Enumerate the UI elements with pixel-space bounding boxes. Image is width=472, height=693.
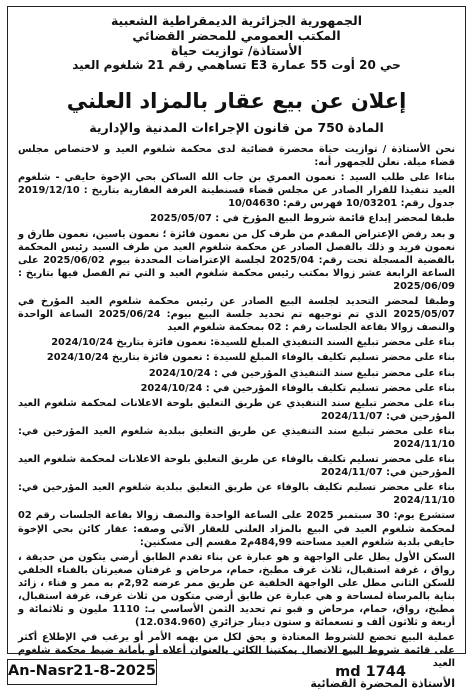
bailiff-name: الأستاذة/ توازيت حياة [171,43,302,58]
paragraph: بناء على محضر تسليم تكليف بالوفاء المبلغ للسيدة : نعمون فائزة بتاريخ 2024/10/24 [46,352,455,364]
paragraph: بناء على محضر تسليم تكليف بالوفاء عن طريق التعليق بلوحة الاعلانات لمحكمة شلغوم العيد المؤرخين في: 2024/11/07 [18,454,455,479]
publication-footer [7,659,466,687]
paragraph: بناء على محضر تسليم تكليف بالوفاء عن طريق التعليق ببلدية شلغوم العيد المؤرخين في: 2024/11/10 [18,482,455,507]
paragraph: و بعد رفض الإعتراض المقدم من طرف كل من نعمون فائزة ؛ نعمون ياسين، نعمون طارق و نعمون فريد و ذلك بالفصل الصادر عن محكمة شلغوم العيد من طرف السيد رئيس المحكمة بالقضية المسجلة تحت رقم: 2025/04 لجلسة الإعتراضات المحددة بيوم 2025/06/02 على الساعة الرابعة عشر زوالا بمكتب رئيس محكمة شلغوم العيد و التي تم الفصل فيها بتاريخ : 2025/06/09 [18,228,455,292]
paragraph: بناء على محضر تسليم تكليف بالوفاء المؤرخين في : 2024/10/24 [140,382,455,394]
paragraph: بناءا على طلب السيد : نعمون العمري بن جاب الله الساكن بحي الإخوة حايفي - شلغوم العيد تنفيذا للقرار الصادر عن مجلس قضاء قسنطينة الغرفة العقارية بتاريخ : 2019/12/10 جدول رقم: 10/03201 فهرس رقم: 10/04630 [18,172,455,210]
announcement-body [18,143,455,671]
paragraph: بناء على محضر تبليغ السند التنفيذي المبلغ للسيدة: نعمون فائزة بتاريخ 2024/10/24 [51,337,455,349]
paragraph: بناء على محضر تبليغ سند التنفيذي عن طريق التعليق بلوحة الاعلانات لمحكمة شلغوم العيد المؤرخين في: 2024/11/07 [18,397,455,422]
letterhead [18,13,455,73]
legal-article: المادة 750 من قانون الإجراءات المدنية والإدارية [89,120,384,135]
paragraph: السكن الأول يطل على الواجهة و هو عبارة عن بناء تقدم الطابق أرضي يتكون من حديقة ، رواق ، غرفة استقبال، ثلاث غرف مطبخ، حمام، مرحاض و غرفتان صغيرتان بالفناء الخلفي للسكن الثاني مطل على الواجهة الخلفية عن طريق ممر عرضه 2,92م به ممر و فناء ، زائد بناية بالمرساة لمساحة و هي عبارة عن طابق أرضي متكون من ثلاث غرف، غرفة استقبال، مطبخ، رواق، حمام، مرحاض و قبو تم تحديد الثمن الأساسي بـ: 1110 مليون و ثلاثمائة و أربعة و ثلاثون ألف و تسعمائة و ستون دينار جزائري (12.034.960) [18,551,455,629]
ad-code: md 1744 [335,664,406,680]
paragraph: بناء على محضر تبليغ سند التنفيذي عن طريق التعليق ببلدية شلغوم العيد المؤرخين في: 2024/11/10 [18,425,455,450]
paragraph: ستشرع يوم: 30 سبتمبر 2025 على الساعة الواحدة والنصف زوالا بقاعة الجلسات رقم 02 لمحكمة شلغوم العيد في البيع بالمزاد العلني للعقار الآتي وصفه: عقار كائن بحي الإخوة حايفي بلدية شلغوم العيد مساحته 484,99م2 مقسم إلى مسكنين: [18,510,456,548]
announcement-title: إعلان عن بيع عقار بالمزاد العلني [66,89,407,113]
paragraph: عملية البيع تخضع للشروط المعتادة و يحق لكل من يهمه الأمر أو يرغب في الإطلاع أكثر على قائمة شروط البيع الاتصال بمكتبنا الكائن بالعنوان أعلاه أو بأمانة ضبط محكمة شلغوم العيد [18,632,455,670]
office-name: المكتب العمومي للمحضر القضائي [132,28,341,43]
paragraph: بناء على محضر تبليغ سند التنفيذي المؤرخين في : 2024/10/24 [148,367,455,379]
republic-name: الجمهورية الجزائرية الديمقراطية الشعبية [110,13,363,28]
paragraph: طبقا لمحضر إيداع قائمة شروط البيع المؤرخ في : 2025/05/07 [150,213,455,225]
signature: الأستاذة المحضرة القضائية [310,676,455,690]
paragraph: نحن الأستاذة / توازيت حياة محضرة قضائية لدى محكمة شلغوم العيد و لاختصاص مجلس قضاء ميلة. نعلن للجمهور أنه: [18,144,455,169]
office-address: حي 20 أوت 55 عمارة E3 تساهمي رقم 21 شلغوم العيد [72,58,401,72]
newspaper-reference: An-Nasr21-8-2025 [7,659,157,685]
paragraph: وطبقا لمحضر التحديد لجلسة البيع الصادر عن رئيس محكمة شلغوم العيد المؤرخ في 2025/05/07 الذي تم توجيهه تم تحديد جلسة البيع بيوم: 2025/06/24 الساعة الواحدة والنصف زوالا بقاعة الجلسات رقم : 02 بمحكمة شلغوم العيد [18,296,456,334]
